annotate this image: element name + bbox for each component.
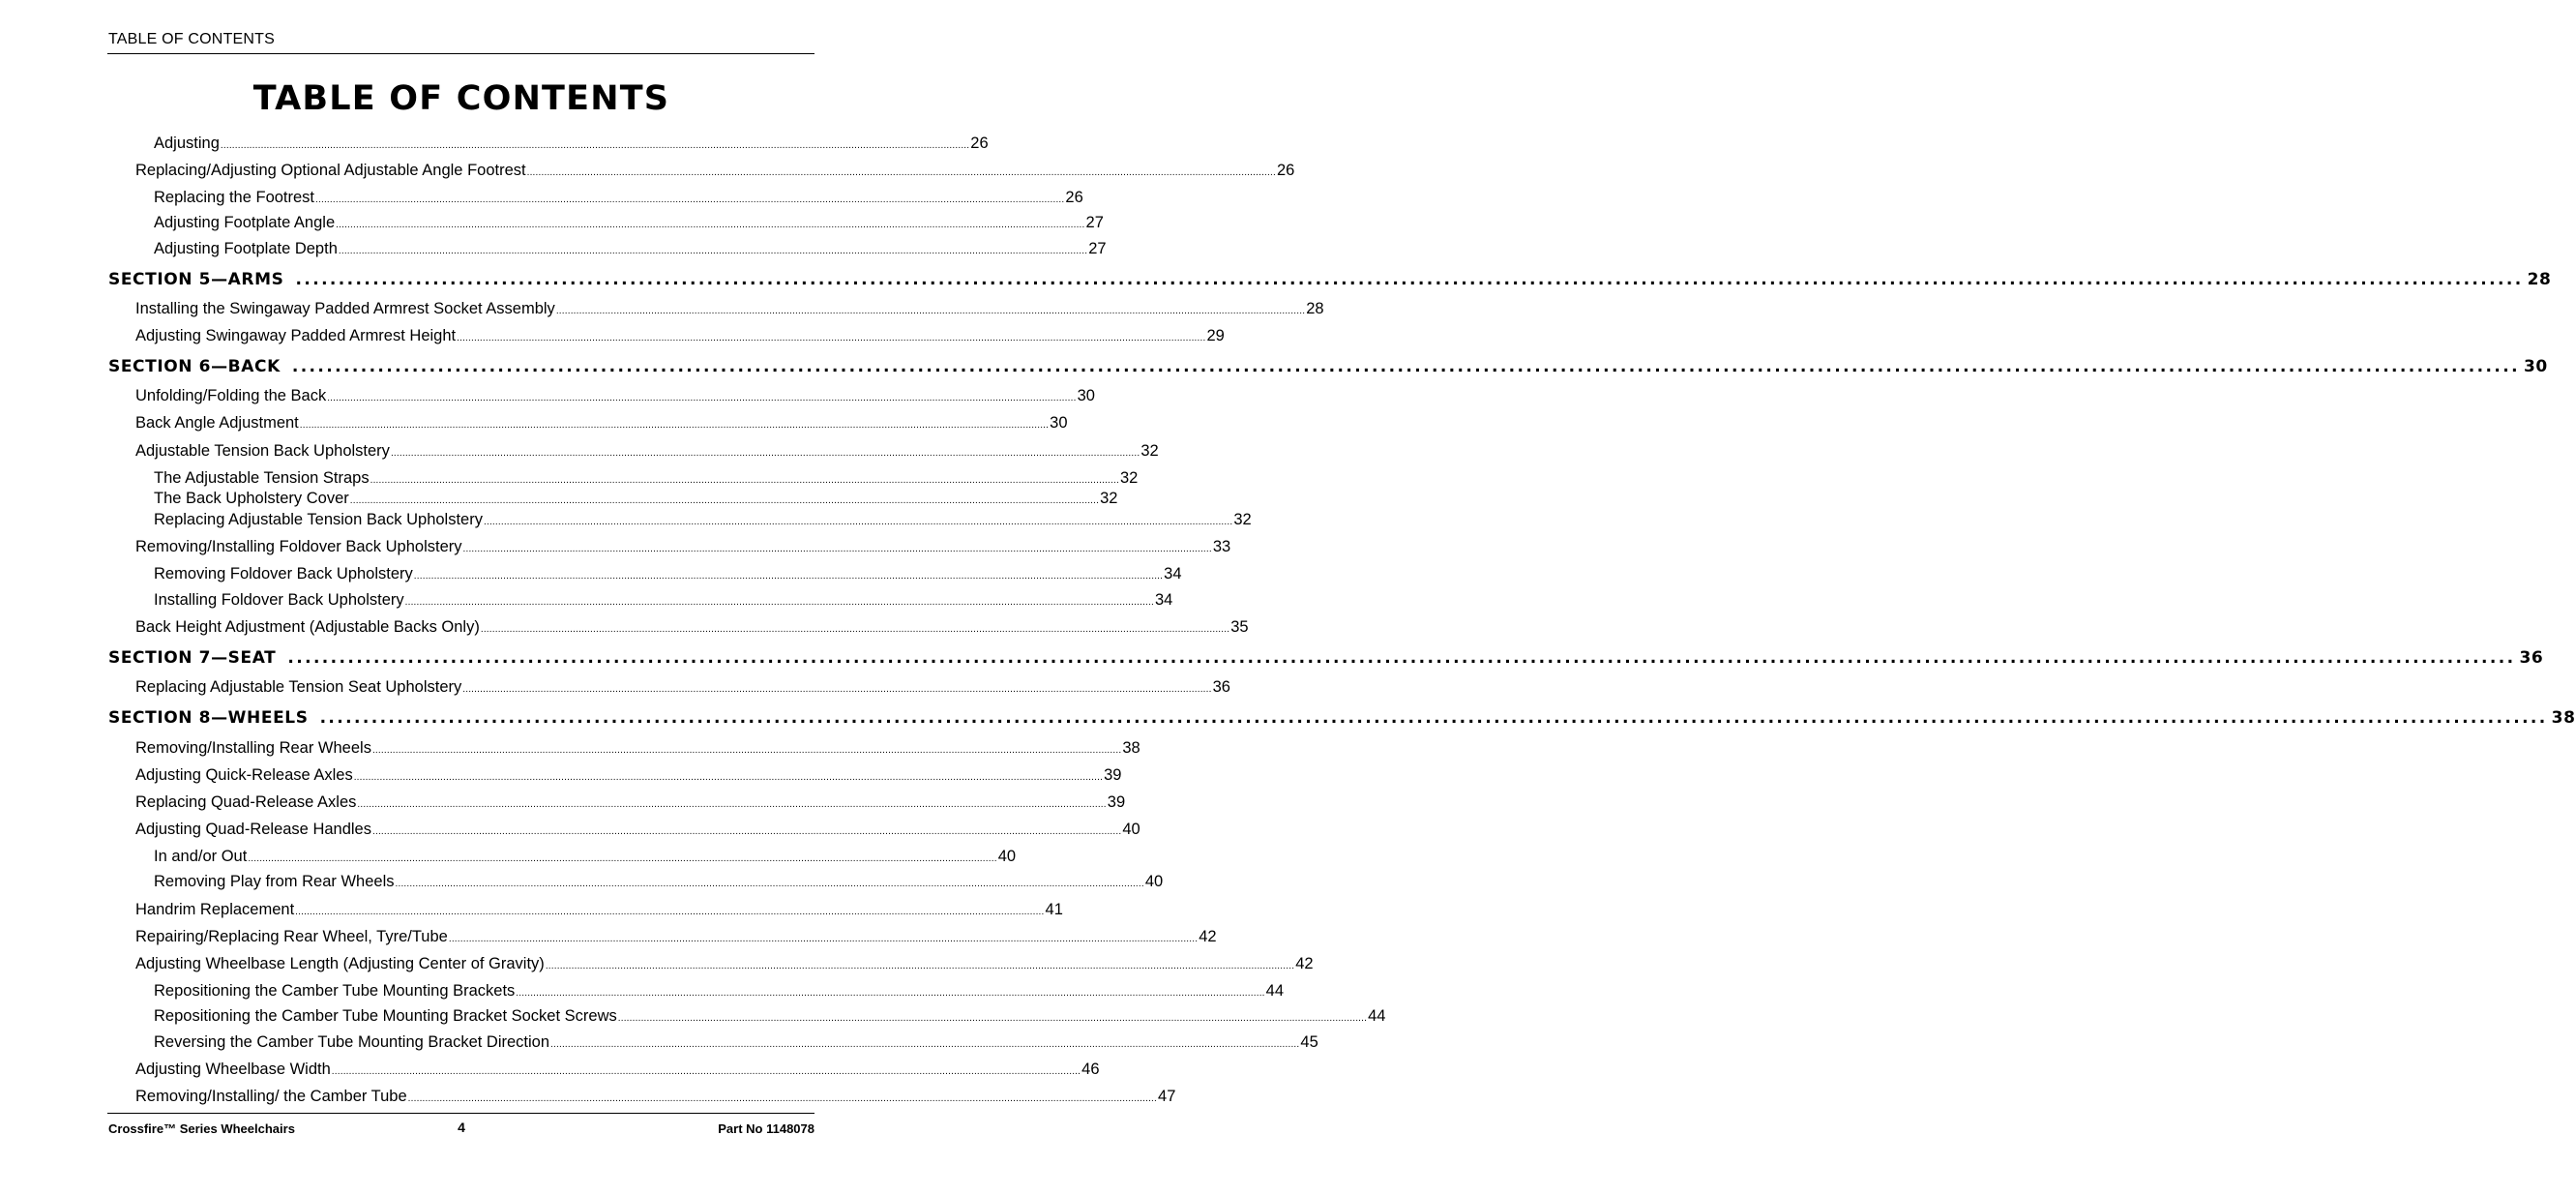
- toc-entry-page: 26: [1276, 162, 1295, 179]
- toc-entry-page: 44: [1368, 1007, 1386, 1025]
- toc-entry-label: The Back Upholstery Cover: [154, 490, 349, 507]
- dot-leader: ....................................................................................................................................................................................................................................................................: [407, 1093, 1158, 1104]
- dot-leader: ....................................................................................................................................................................................................................................................................: [327, 393, 1077, 403]
- toc-entry-label: Installing the Swingaway Padded Armrest Socket Assembly: [135, 300, 555, 317]
- footer-page-number: 4: [458, 1120, 465, 1135]
- toc-entry-label: Adjusting Footplate Angle: [154, 214, 336, 231]
- toc-entry[interactable]: [135, 793, 1126, 812]
- toc-entry[interactable]: [154, 565, 1182, 583]
- toc-entry-label: Replacing/Adjusting Optional Adjustable Angle Footrest: [135, 162, 526, 179]
- toc-entry-page: 29: [1206, 327, 1225, 344]
- toc-entry-page: 32: [1140, 442, 1159, 460]
- toc-entry-page: 27: [1088, 240, 1107, 257]
- toc-entry-label: Back Angle Adjustment: [135, 414, 299, 432]
- toc-entry-label: Removing/Installing/ the Camber Tube: [135, 1088, 407, 1105]
- dot-leader: ....................................................................................................................................................................................................................................................................: [349, 495, 1100, 506]
- dot-leader: ....................................................................................................................................................................................................................................................................: [462, 544, 1212, 554]
- toc-entry-label: The Adjustable Tension Straps: [154, 469, 370, 487]
- dot-leader: ....................................................................................................................................................................................................................................................................: [220, 140, 970, 151]
- toc-entry-label: Adjusting Footplate Depth: [154, 240, 338, 257]
- toc-entry-page: 26: [1065, 189, 1083, 206]
- toc-entry[interactable]: [135, 821, 1140, 839]
- dot-leader: ....................................................................................................................................................................................................................................................................: [395, 879, 1144, 889]
- dot-leader: ....................................................................................................................................................................................................................................................................: [315, 194, 1065, 205]
- toc-entry-page: 33: [1212, 538, 1231, 555]
- toc-entry-page: 38: [2551, 708, 2576, 728]
- toc-entry-page: 41: [1045, 901, 1063, 918]
- toc-entry-label: Installing Foldover Back Upholstery: [154, 591, 404, 609]
- footer-divider: [107, 1113, 814, 1114]
- toc-entry[interactable]: [154, 1007, 1386, 1026]
- toc-entry-page: 32: [1100, 490, 1118, 507]
- dot-leader: ....................................................................................................................................................................................................................................................................: [357, 799, 1107, 810]
- toc-entry-label: Repositioning the Camber Tube Mounting Brackets: [154, 982, 516, 1000]
- toc-entry[interactable]: [135, 955, 1314, 973]
- toc-entry-label: Replacing Adjustable Tension Seat Upholstery: [135, 678, 462, 696]
- toc-entry-page: 39: [1107, 793, 1126, 811]
- toc-entry[interactable]: [154, 511, 1252, 529]
- dot-leader: ....................................................................................................................................................................................................................................................................: [248, 853, 997, 864]
- toc-entry-label: Unfolding/Folding the Back: [135, 387, 327, 404]
- toc-entry-page: 35: [1230, 618, 1249, 636]
- toc-entry[interactable]: [135, 678, 1230, 697]
- toc-entry[interactable]: [154, 848, 1017, 866]
- toc-entry-page: 28: [2527, 270, 2552, 289]
- toc-entry-page: 45: [1300, 1033, 1318, 1051]
- dot-leader: ....................................................................................................................................................................................................................................................................: [390, 448, 1140, 459]
- toc-entry-label: Repositioning the Camber Tube Mounting Bracket Socket Screws: [154, 1007, 617, 1025]
- toc-entry[interactable]: [135, 162, 1295, 180]
- toc-entry-page: 40: [997, 848, 1017, 865]
- toc-entry[interactable]: [154, 134, 989, 153]
- dot-leader: ....................................................................................................................................................................................................................................................................: [462, 684, 1212, 695]
- toc-entry-page: 39: [1104, 766, 1122, 784]
- toc-entry-label: Removing Play from Rear Wheels: [154, 873, 395, 890]
- toc-entry-label: Removing/Installing Rear Wheels: [135, 739, 371, 757]
- toc-entry[interactable]: [135, 300, 1324, 318]
- dot-leader: ....................................................................................................................................................................................................................................................................: [448, 934, 1199, 944]
- footer-product-name: Crossfire™ Series Wheelchairs: [108, 1121, 295, 1136]
- toc-entry-label: Adjusting Wheelbase Length (Adjusting Center of Gravity): [135, 955, 545, 972]
- toc-section-heading[interactable]: [108, 270, 2552, 289]
- toc-entry[interactable]: [135, 618, 1249, 637]
- toc-entry[interactable]: [135, 901, 1063, 919]
- toc-entry-label: Adjustable Tension Back Upholstery: [135, 442, 390, 460]
- toc-entry[interactable]: [154, 591, 1173, 610]
- toc-entry-page: 46: [1081, 1061, 1100, 1078]
- toc-entry-page: 40: [1122, 821, 1140, 838]
- toc-entry-label: Repairing/Replacing Rear Wheel, Tyre/Tube: [135, 928, 448, 945]
- toc-entry-label: SECTION 5—ARMS: [108, 270, 284, 289]
- dot-leader: ....................................................................................................................................................................................................................................................................: [371, 826, 1122, 837]
- toc-entry-label: SECTION 6—BACK: [108, 357, 281, 376]
- toc-entry-label: Removing Foldover Back Upholstery: [154, 565, 413, 583]
- toc-entry[interactable]: [154, 490, 1118, 508]
- dot-leader: ....................................................................................................................................................................................................................................................................: [483, 517, 1233, 527]
- dot-leader: ....................................................................................................................................................................................................................................................................: [550, 1039, 1300, 1050]
- running-header: TABLE OF CONTENTS: [108, 31, 276, 47]
- toc-section-heading[interactable]: [108, 357, 2548, 376]
- toc-entry[interactable]: [154, 1033, 1318, 1052]
- toc-entry-page: 44: [1265, 982, 1285, 1000]
- toc-entry-label: Replacing the Footrest: [154, 189, 315, 206]
- toc-entry-label: Replacing Adjustable Tension Back Upholstery: [154, 511, 483, 528]
- dot-leader: ....................................................................................................................................................................................................................................................................: [516, 988, 1265, 999]
- toc-entry[interactable]: [135, 327, 1225, 345]
- dot-leader: ....................................................................................................................................................................................................................................................................: [295, 907, 1045, 917]
- toc-entry-label: Reversing the Camber Tube Mounting Bracket Direction: [154, 1033, 550, 1051]
- toc-entry-label: In and/or Out: [154, 848, 248, 865]
- toc-entry[interactable]: [135, 1061, 1100, 1079]
- toc-section-heading[interactable]: [108, 708, 2576, 728]
- toc-entry-page: 36: [2519, 648, 2544, 668]
- toc-entry-page: 34: [1155, 591, 1173, 609]
- dot-leader: ....................................................................................................................................................................................................................................................................: [371, 745, 1122, 756]
- toc-entry[interactable]: [135, 414, 1068, 433]
- toc-entry[interactable]: [135, 387, 1095, 405]
- dot-leader: ....................................................................................................................................................................................................................................................................: [555, 306, 1306, 316]
- toc-entry-page: 47: [1158, 1088, 1176, 1105]
- toc-entry-page: 38: [1122, 739, 1140, 757]
- toc-entry-label: Adjusting Quad-Release Handles: [135, 821, 371, 838]
- dot-leader: ....................................................................................................................................................................................................................................................................: [480, 624, 1230, 635]
- toc-entry-label: Handrim Replacement: [135, 901, 295, 918]
- toc-entry-label: Replacing Quad-Release Axles: [135, 793, 357, 811]
- toc-entry-page: 32: [1233, 511, 1252, 528]
- dot-leader: ....................................................................................................................................................................................................................................................................: [526, 167, 1276, 178]
- dot-leader: ....................................................................................................................................................................................................................................................................: [545, 961, 1295, 971]
- dot-leader: ....................................................................................................................................................................................................................................................................: [338, 246, 1088, 256]
- toc-entry[interactable]: [154, 240, 1107, 258]
- dot-leader: ....................................................................................................................................................................................................................................................................: [319, 708, 2548, 728]
- toc-entry-page: 27: [1085, 214, 1104, 231]
- toc-entry-page: 28: [1306, 300, 1324, 317]
- toc-entry-page: 42: [1199, 928, 1217, 945]
- dot-leader: ....................................................................................................................................................................................................................................................................: [353, 772, 1104, 783]
- toc-entry-label: SECTION 7—SEAT: [108, 648, 277, 668]
- header-divider: [107, 53, 814, 54]
- dot-leader: ....................................................................................................................................................................................................................................................................: [287, 648, 2516, 668]
- toc-entry[interactable]: [135, 739, 1140, 758]
- dot-leader: ....................................................................................................................................................................................................................................................................: [617, 1013, 1368, 1024]
- toc-entry-page: 34: [1164, 565, 1182, 583]
- toc-entry-page: 32: [1119, 469, 1139, 487]
- toc-entry-page: 30: [2523, 357, 2548, 376]
- dot-leader: ....................................................................................................................................................................................................................................................................: [404, 597, 1154, 608]
- toc-entry-label: Adjusting: [154, 134, 220, 152]
- toc-entry[interactable]: [154, 873, 1164, 891]
- toc-entry-label: SECTION 8—WHEELS: [108, 708, 309, 728]
- toc-entry-page: 30: [1050, 414, 1068, 432]
- toc-entry-label: Removing/Installing Foldover Back Upholstery: [135, 538, 462, 555]
- toc-entry[interactable]: [154, 469, 1139, 488]
- toc-entry[interactable]: [135, 766, 1122, 785]
- toc-entry[interactable]: [135, 1088, 1176, 1106]
- toc-entry-page: 30: [1077, 387, 1095, 404]
- dot-leader: ....................................................................................................................................................................................................................................................................: [331, 1066, 1081, 1077]
- toc-entry[interactable]: [135, 442, 1159, 461]
- toc-entry-page: 40: [1144, 873, 1164, 890]
- toc-entry-label: Adjusting Quick-Release Axles: [135, 766, 353, 784]
- dot-leader: ....................................................................................................................................................................................................................................................................: [457, 333, 1206, 344]
- page-title: TABLE OF CONTENTS: [252, 79, 670, 118]
- toc-entry-label: Adjusting Wheelbase Width: [135, 1061, 331, 1078]
- dot-leader: ....................................................................................................................................................................................................................................................................: [413, 571, 1164, 582]
- toc-entry[interactable]: [154, 214, 1104, 232]
- dot-leader: ....................................................................................................................................................................................................................................................................: [336, 220, 1085, 230]
- footer-part-number: Part No 1148078: [718, 1121, 814, 1136]
- toc-entry[interactable]: [135, 928, 1217, 946]
- dot-leader: ....................................................................................................................................................................................................................................................................: [299, 420, 1050, 431]
- toc-entry-label: Adjusting Swingaway Padded Armrest Height: [135, 327, 457, 344]
- toc-entry-page: 42: [1295, 955, 1314, 972]
- dot-leader: ....................................................................................................................................................................................................................................................................: [370, 475, 1119, 486]
- toc-entry[interactable]: [154, 982, 1285, 1001]
- toc-entry[interactable]: [135, 538, 1231, 556]
- toc-entry-page: 26: [970, 134, 989, 152]
- dot-leader: ....................................................................................................................................................................................................................................................................: [295, 270, 2524, 289]
- toc-section-heading[interactable]: [108, 648, 2544, 668]
- toc-entry[interactable]: [154, 189, 1083, 207]
- dot-leader: ....................................................................................................................................................................................................................................................................: [291, 357, 2520, 376]
- toc-entry-label: Back Height Adjustment (Adjustable Backs Only): [135, 618, 480, 636]
- toc-entry-page: 36: [1212, 678, 1230, 696]
